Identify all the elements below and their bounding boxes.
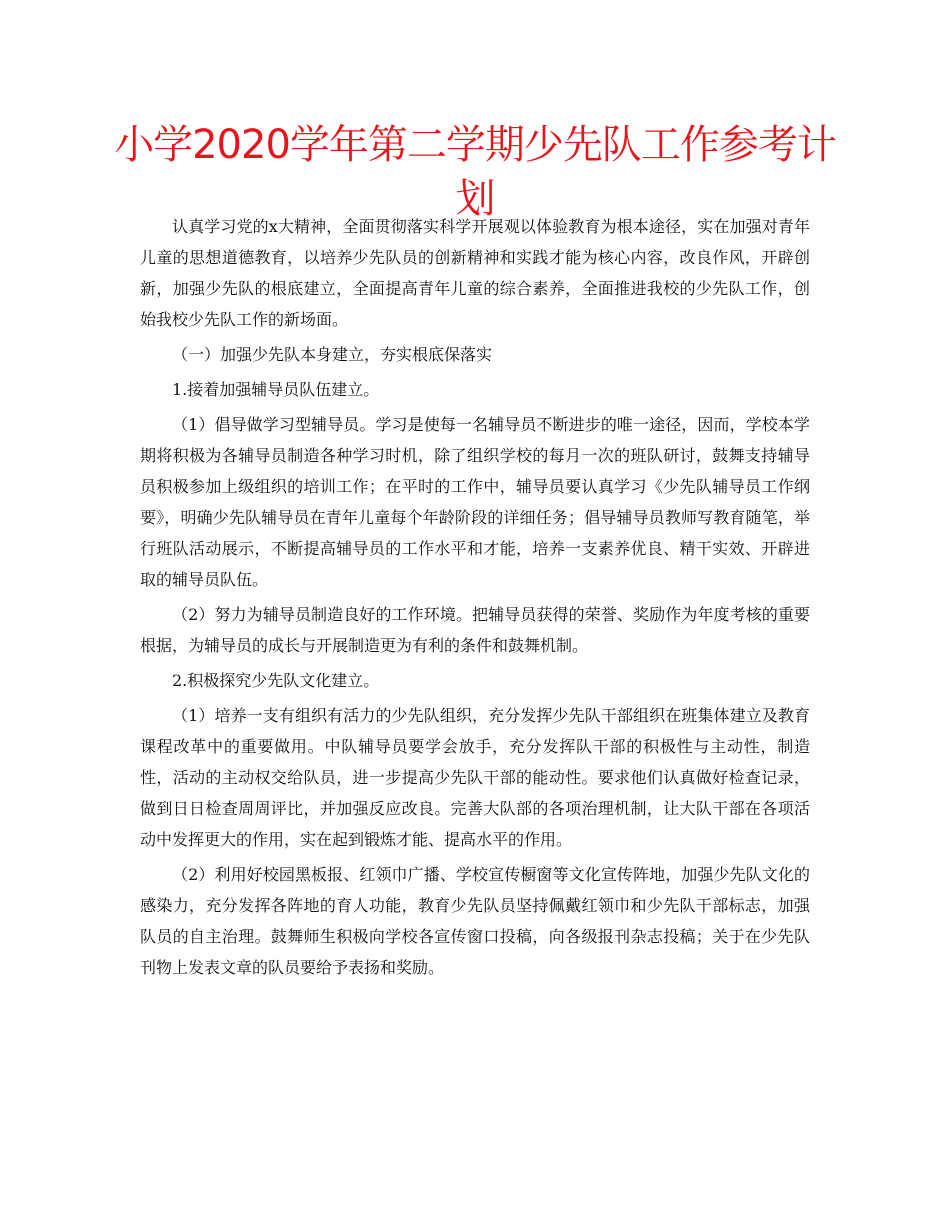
paragraph-2-2: （2）利用好校园黑板报、红领巾广播、学校宣传橱窗等文化宣传阵地，加强少先队文化的感染力，充分发挥各阵地的育人功能，教育少先队员坚持佩戴红领巾和少先队干部标志，加强队员的自主治理。鼓舞师生积极向学校各宣传窗口投稿，向各级报刊杂志投稿；关于在少先队刊物上发表文章的队员要给予表扬和奖励。 (140, 865, 810, 977)
paragraph-1-2: （2）努力为辅导员制造良好的工作环境。把辅导员获得的荣誉、奖励作为年度考核的重要根据，为辅导员的成长与开展制造更为有利的条件和鼓舞机制。 (140, 605, 810, 655)
subheading-1: 1.接着加强辅导员队伍建立。 (172, 380, 380, 399)
document-title: 小学2020学年第二学期少先队工作参考计划 (114, 122, 836, 222)
document-body (140, 211, 810, 987)
subheading-2: 2.积极探究少先队文化建立。 (172, 671, 380, 690)
paragraph-2-1: （1）培养一支有组织有活力的少先队组织，充分发挥少先队干部组织在班集体建立及教育课程改革中的重要做用。中队辅导员要学会放手，充分发挥队干部的积极性与主动性，制造性，活动的主动权交给队员，进一步提高少先队干部的能动性。要求他们认真做好检查记录，做到日日检查周周评比，并加强反应改良。完善大队部的各项治理机制，让大队干部在各项活动中发挥更大的作用，实在起到锻炼才能、提高水平的作用。 (140, 706, 810, 849)
paragraph-1-1: （1）倡导做学习型辅导员。学习是使每一名辅导员不断进步的唯一途径，因而，学校本学期将积极为各辅导员制造各种学习时机，除了组织学校的每月一次的班队研讨，鼓舞支持辅导员积极参加上级组织的培训工作；在平时的工作中，辅导员要认真学习《少先队辅导员工作纲要》，明确少先队辅导员在青年儿童每个年龄阶段的详细任务；倡导辅导员教师写教育随笔，举行班队活动展示，不断提高辅导员的工作水平和才能，培养一支素养优良、精干实效、开辟进取的辅导员队伍。 (140, 415, 810, 589)
section-heading-1: （一）加强少先队本身建立，夯实根底保落实 (172, 345, 493, 364)
paragraph-intro: 认真学习党的x大精神，全面贯彻落实科学开展观以体验教育为根本途径，实在加强对青年儿童的思想道德教育，以培养少先队员的创新精神和实践才能为核心内容，改良作风，开辟创新，加强少先队的根底建立，全面提高青年儿童的综合素养，全面推进我校的少先队工作，创始我校少先队工作的新场面。 (140, 217, 810, 329)
